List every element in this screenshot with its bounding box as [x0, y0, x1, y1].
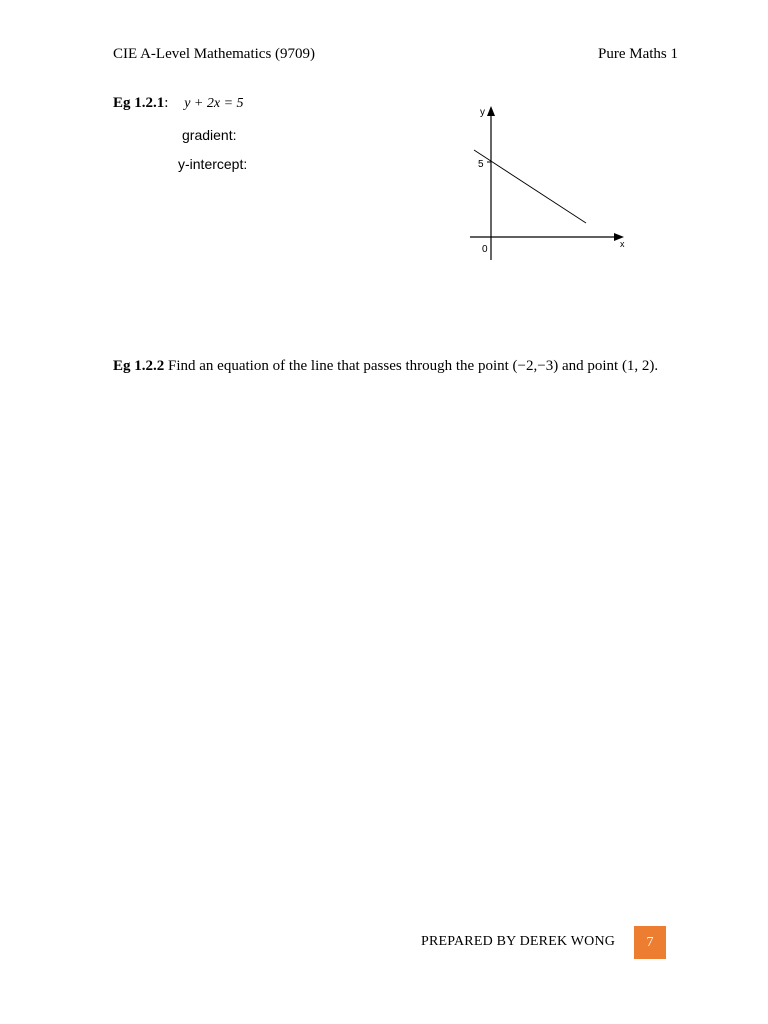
- gradient-label: gradient:: [182, 127, 237, 143]
- line-graph: [460, 100, 640, 270]
- y-intercept-tick-label: 5: [478, 159, 484, 170]
- example-1-2-1-line: [113, 95, 244, 112]
- y-intercept-label: y-intercept:: [178, 156, 248, 172]
- example-1-2-2-label: Eg 1.2.2: [113, 358, 165, 374]
- example-1-2-1-equation: y + 2x = 5: [184, 96, 244, 111]
- prepared-by-footer: PREPARED BY DEREK WONG: [421, 934, 616, 949]
- y-axis-arrow: [487, 106, 495, 116]
- header-course-title: CIE A-Level Mathematics (9709): [113, 46, 316, 62]
- example-1-2-1-label: Eg 1.2.1: [113, 95, 165, 111]
- example-1-2-1-colon: :: [164, 95, 169, 111]
- page-number: 7: [646, 934, 654, 950]
- example-1-2-2-text: Find an equation of the line that passes through the point (−2,−3) and point (1, 2).: [168, 358, 659, 374]
- origin-label: 0: [482, 244, 488, 255]
- y-axis-label: y: [480, 107, 485, 118]
- page-number-badge: [634, 926, 666, 959]
- header-module-title: Pure Maths 1: [598, 46, 678, 62]
- example-1-2-2-line: [113, 358, 658, 375]
- x-axis-label: x: [620, 239, 625, 249]
